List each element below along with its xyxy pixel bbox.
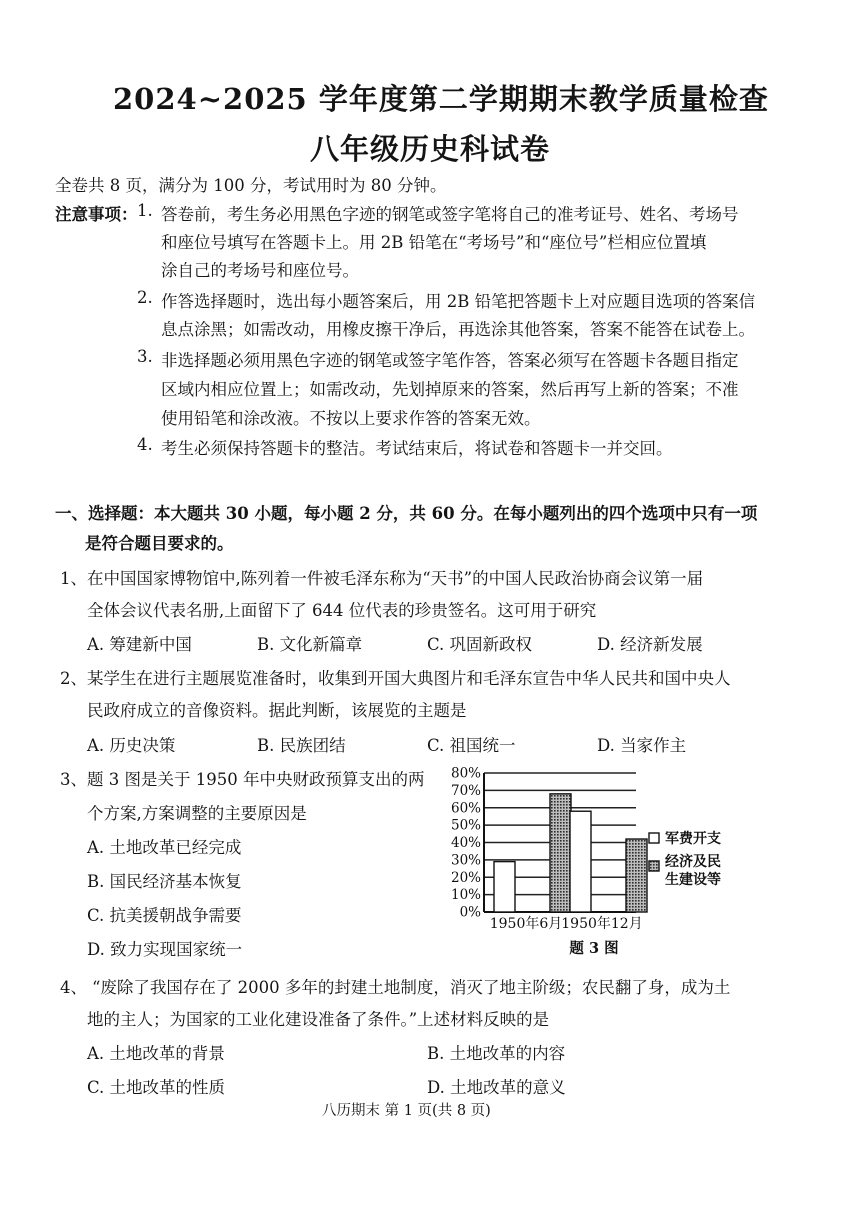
note-number: 2. — [137, 288, 153, 307]
y-tick-label: 40% — [450, 835, 481, 851]
note-line: 答卷前，考生务必用黑色字迹的钢笔或签字笔将自己的准考证号、姓名、考场号 — [161, 205, 739, 224]
note-line: 涂自己的考场号和座位号。 — [161, 261, 359, 280]
note-number: 3. — [137, 347, 153, 366]
option-b: B. 土地改革的内容 — [427, 1044, 566, 1063]
page-footer: 八历期末 第 1 页(共 8 页) — [322, 1103, 491, 1119]
note-line: 和座位号填写在答题卡上。用 2B 铅笔在“考场号”和“座位号”栏相应位置填 — [161, 233, 707, 252]
legend-swatch-economy — [649, 861, 659, 871]
note-line: 作答选择题时，选出每小题答案后，用 2B 铅笔把答题卡上对应题目选项的答案信 — [161, 292, 756, 311]
option-d: D. 当家作主 — [597, 736, 687, 755]
section-heading-cont: 是符合题目要求的。 — [85, 534, 234, 553]
option-a: A. 历史决策 — [87, 736, 176, 755]
exam-intro: 全卷共 8 页，满分为 100 分，考试用时为 80 分钟。 — [55, 176, 447, 195]
option-c: C. 抗美援朝战争需要 — [87, 906, 242, 925]
legend-label: 军费开支 — [665, 831, 721, 847]
budget-bar-chart — [440, 762, 770, 962]
note-line: 息点涂黑；如需改动，用橡皮擦干净后，再选涂其他答案，答案不能答在试卷上。 — [161, 320, 755, 339]
legend-label: 经济及民 — [665, 854, 721, 870]
x-tick-label: 1950年6月 — [489, 916, 563, 932]
option-d: D. 致力实现国家统一 — [87, 940, 243, 959]
option-b: B. 国民经济基本恢复 — [87, 872, 242, 891]
y-tick-label: 30% — [450, 852, 481, 869]
option-b: B. 文化新篇章 — [257, 635, 363, 654]
page-subtitle: 八年级历史科试卷 — [310, 132, 551, 166]
note-line: 非选择题必须用黑色字迹的钢笔或签字笔作答，答案必须写在答题卡各题目指定 — [161, 351, 739, 370]
note-number: 1. — [137, 201, 153, 220]
y-tick-label: 60% — [450, 800, 481, 817]
section-heading: 一、选择题：本大题共 30 小题，每小题 2 分，共 60 分。在每小题列出的四个选项中只有一项 — [55, 504, 758, 523]
option-c: C. 土地改革的性质 — [87, 1078, 226, 1097]
question-stem: 全体会议代表名册,上面留下了 644 位代表的珍贵签名。这可用于研究 — [87, 601, 597, 620]
option-b: B. 民族团结 — [257, 736, 346, 755]
option-d: D. 经济新发展 — [597, 635, 703, 654]
y-tick-label: 10% — [450, 887, 481, 904]
question-stem: 个方案,方案调整的主要原因是 — [87, 804, 307, 823]
question-number: 3、 — [60, 770, 87, 789]
y-tick-label: 0% — [459, 904, 481, 921]
question-stem: “废除了我国存在了 2000 多年的封建土地制度，消灭了地主阶级；农民翻了身，成为土 — [92, 978, 731, 997]
x-tick-label: 1950年12月 — [561, 916, 643, 932]
question-number: 1、 — [60, 569, 87, 588]
option-a: A. 土地改革的背景 — [87, 1044, 225, 1063]
question-stem: 在中国国家博物馆中,陈列着一件被毛泽东称为“天书”的中国人民政治协商会议第一届 — [87, 569, 704, 588]
question-stem: 地的主人；为国家的工业化建设准备了条件。”上述材料反映的是 — [87, 1010, 550, 1029]
question-number: 2、 — [60, 669, 87, 688]
chart-caption: 题 3 图 — [569, 940, 619, 957]
option-c: C. 祖国统一 — [427, 736, 516, 755]
legend-label: 生建设等 — [665, 872, 721, 888]
question-stem: 某学生在进行主题展览准备时，收集到开国大典图片和毛泽东宣告中华人民共和国中央人 — [87, 669, 731, 688]
y-tick-label: 20% — [450, 869, 481, 886]
question-stem: 题 3 图是关于 1950 年中央财政预算支出的两 — [87, 770, 425, 789]
bar-military — [494, 862, 515, 912]
legend-swatch-military — [649, 833, 659, 843]
question-number: 4、 — [60, 978, 87, 997]
option-a: A. 筹建新中国 — [87, 635, 192, 654]
note-number: 4. — [137, 435, 153, 454]
note-line: 使用铅笔和涂改液。不按以上要求作答的答案无效。 — [161, 409, 541, 428]
option-a: A. 土地改革已经完成 — [87, 838, 242, 857]
option-d: D. 土地改革的意义 — [427, 1078, 566, 1097]
question-stem: 民政府成立的音像资料。据此判断，该展览的主题是 — [87, 701, 467, 720]
bar-economy — [550, 794, 571, 912]
option-c: C. 巩固新政权 — [427, 635, 533, 654]
bar-economy — [626, 839, 647, 912]
notes-label: 注意事项： — [55, 205, 138, 224]
note-line: 考生必须保持答题卡的整洁。考试结束后，将试卷和答题卡一并交回。 — [161, 439, 673, 458]
y-tick-label: 80% — [450, 765, 481, 782]
y-tick-label: 50% — [450, 817, 481, 834]
bar-military — [570, 811, 591, 912]
page-title: 2024~2025 学年度第二学期期末教学质量检查 — [113, 82, 769, 116]
y-tick-label: 70% — [450, 782, 481, 799]
note-line: 区域内相应位置上；如需改动，先划掉原来的答案，然后再写上新的答案；不准 — [161, 380, 739, 399]
